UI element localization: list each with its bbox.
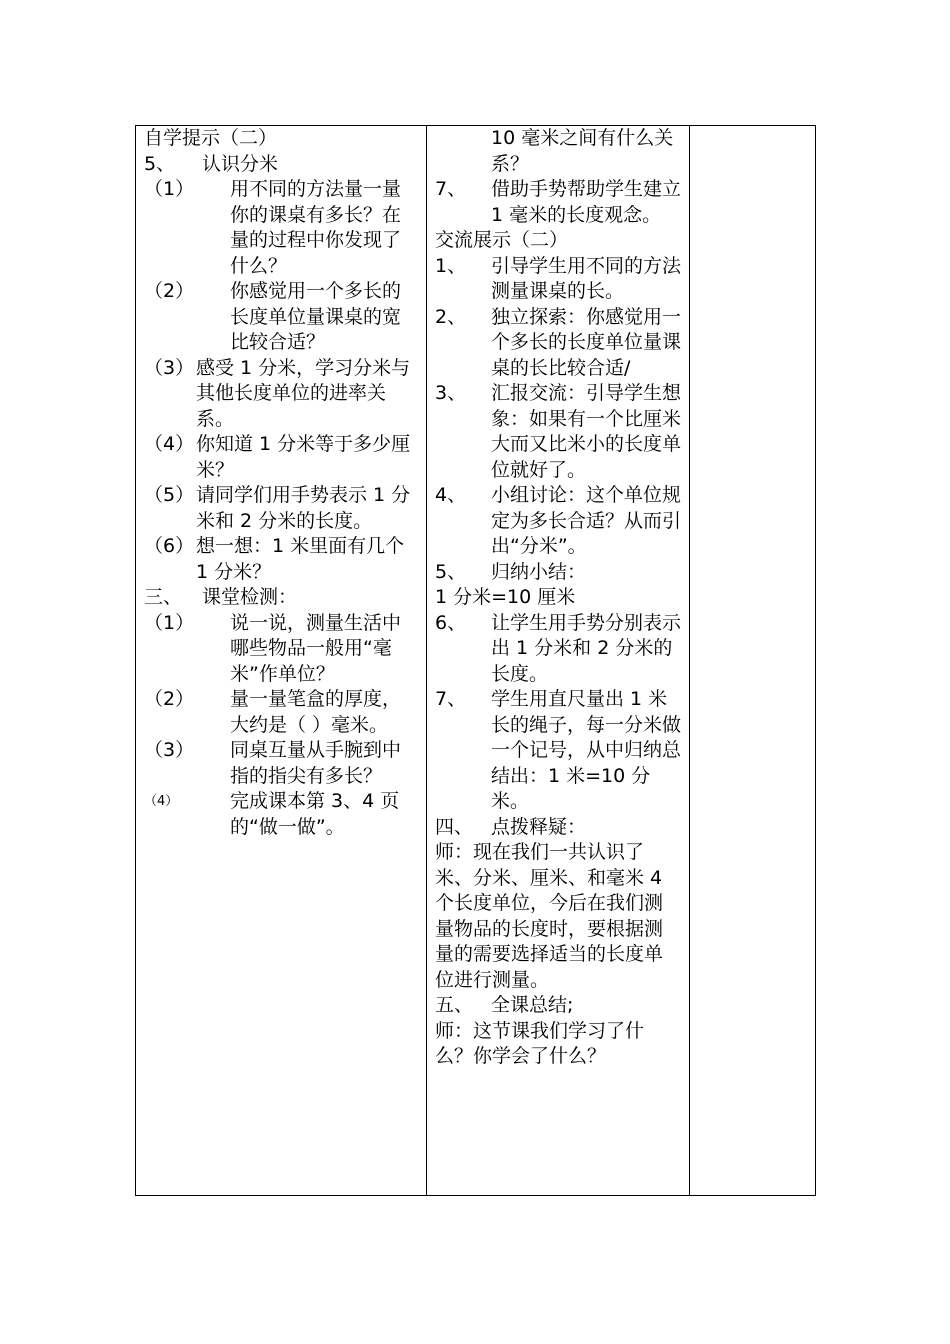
self-study-column	[136, 126, 427, 1196]
sub-heading-number: 五、	[435, 994, 474, 1016]
item-text: 汇报交流：引导学生想象：如果有一个比厘米大而又比米小的长度单位就好了。	[491, 382, 682, 481]
exchange-column	[427, 126, 690, 1196]
item-text: 量一量笔盒的厚度，大约是（ ）毫米。	[230, 688, 402, 736]
list-item	[144, 279, 418, 356]
list-item	[144, 432, 418, 483]
sub-heading	[435, 993, 681, 1019]
item-text: 引导学生用不同的方法测量课桌的长。	[491, 254, 682, 302]
sub-heading-text: 认识分米	[202, 152, 279, 175]
sub-heading	[144, 152, 418, 178]
item-number: 7、	[435, 178, 467, 200]
sub-heading-text: 全课总结;	[491, 994, 574, 1016]
exchange-list-a	[435, 254, 681, 586]
item-number: （4）	[144, 433, 195, 455]
item-text: 借助手势帮助学生建立 1 毫米的长度观念。	[491, 178, 682, 226]
lesson-table	[135, 125, 816, 1196]
prompt-list-a	[144, 177, 418, 356]
list-item	[435, 177, 681, 228]
item-text: 请同学们用手势表示 1 分米和 2 分米的长度。	[196, 484, 411, 532]
exchange-list-b	[435, 611, 681, 815]
list-item	[435, 611, 681, 688]
sub-heading	[144, 585, 418, 611]
item-number: 5、	[435, 560, 467, 583]
item-number: 2、	[435, 305, 467, 328]
item-number: 4、	[435, 484, 467, 506]
list-item	[144, 534, 418, 585]
teacher-paragraph	[435, 840, 681, 993]
item-number: （3）	[144, 739, 195, 761]
check-list	[144, 611, 418, 841]
list-item	[435, 560, 681, 586]
list-item	[435, 687, 681, 815]
item-number: （3）	[144, 356, 195, 379]
item-text: 完成课本第 3、4 页的“做一做”。	[230, 790, 400, 838]
paragraph-text: 师：现在我们一共认识了米、分米、厘米、和毫米 4 个长度单位，今后在我们测量物品的长度时，要根据测量的需要选择适当的长度单位进行测量。	[435, 841, 664, 991]
item-number: （1）	[144, 611, 195, 634]
sub-heading-number: 5、	[144, 152, 176, 175]
list-item	[144, 611, 418, 688]
list-item	[435, 305, 681, 382]
paragraph-text: 师：这节课我们学习了什么？你学会了什么？	[435, 1019, 645, 1067]
item-text: 让学生用手势分别表示出 1 分米和 2 分米的长度。	[491, 611, 682, 685]
item-text: 学生用直尺量出 1 米长的绳子，每一分米做一个记号，从中归纳总结出：1 米=10 分米。	[491, 688, 682, 812]
item-text: 10 毫米之间有什么关系？	[491, 127, 674, 175]
item-text: 用不同的方法量一量你的课桌有多长？在量的过程中你发现了什么？	[230, 178, 402, 277]
item-number	[435, 126, 491, 177]
list-item	[144, 356, 418, 433]
item-text: 你知道 1 分米等于多少厘米？	[196, 433, 411, 481]
item-text: 归纳小结：	[491, 560, 587, 583]
sub-heading	[435, 815, 681, 841]
teacher-paragraph	[435, 1019, 681, 1070]
prompt-list-b	[144, 356, 418, 586]
item-text: 小组讨论：这个单位规定为多长合适？从而引出“分米”。	[491, 484, 682, 557]
section-heading: 自学提示（二）	[144, 127, 278, 149]
item-number: 6、	[435, 611, 467, 634]
item-number: 3、	[435, 382, 467, 404]
item-text: 感受 1 分米，学习分米与其他长度单位的进率关系。	[196, 356, 411, 430]
continued-item	[435, 126, 681, 177]
list-item	[144, 483, 418, 534]
notes-column	[690, 126, 816, 1196]
sub-heading-number: 三、	[144, 586, 183, 608]
item-text: 你感觉用一个多长的长度单位量课桌的宽比较合适？	[230, 280, 402, 353]
item-number: （5）	[144, 484, 195, 506]
list-item	[435, 483, 681, 560]
item-text: 同桌互量从手腕到中指的指尖有多长？	[230, 739, 402, 787]
item-number: （2）	[144, 280, 195, 302]
section-heading: 交流展示（二）	[435, 229, 569, 251]
list-item	[435, 254, 681, 305]
sub-heading-text: 课堂检测：	[202, 586, 298, 608]
table-row	[136, 126, 816, 1196]
item-number: （6）	[144, 535, 195, 557]
item-number: （2）	[144, 688, 195, 710]
list-item	[144, 738, 418, 789]
list-item	[144, 789, 418, 840]
item-number: 7、	[435, 688, 467, 710]
item-text: 说一说，测量生活中哪些物品一般用“毫米”作单位？	[230, 611, 402, 685]
item-number: （1）	[144, 178, 195, 200]
sub-heading-number: 四、	[435, 815, 474, 838]
item-text: 独立探索：你感觉用一个多长的长度单位量课桌的长比较合适/	[491, 305, 682, 379]
list-item	[144, 687, 418, 738]
item-text: 想一想：1 米里面有几个 1 分米？	[196, 535, 405, 583]
formula-line: 1 分米=10 厘米	[435, 586, 576, 608]
sub-heading-text: 点拨释疑：	[491, 815, 587, 838]
item-number: （4）	[144, 794, 179, 809]
list-item	[144, 177, 418, 279]
item-number: 1、	[435, 254, 467, 277]
list-item	[435, 381, 681, 483]
